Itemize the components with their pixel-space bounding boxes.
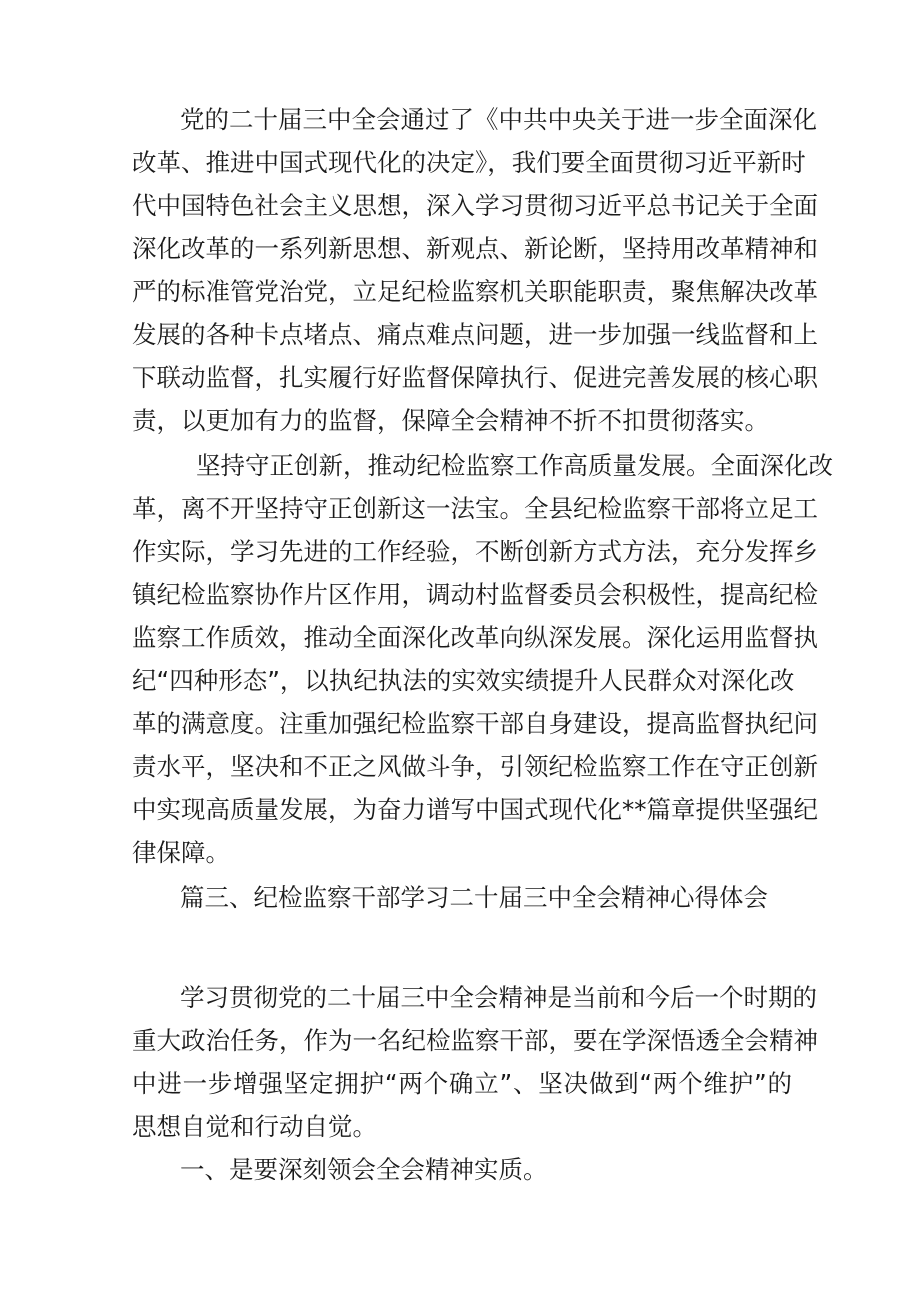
paragraph-1-line-1: 党的二十届三中全会通过了《中共中央关于进一步全面深化 [180, 105, 817, 134]
section-heading: 篇三、纪检监察干部学习二十届三中全会精神心得体会 [180, 883, 768, 912]
paragraph-2-line-6: 纪“四种形态”，以执纪执法的实效实绩提升人民群众对深化改 [132, 666, 795, 695]
paragraph-2-line-7: 革的满意度。注重加强纪检监察干部自身建设，提高监督执纪问 [132, 709, 818, 738]
paragraph-2-line-4: 镇纪检监察协作片区作用，调动村监督委员会积极性，提高纪检 [132, 580, 818, 609]
paragraph-2-line-2: 革，离不开坚持守正创新这一法宝。全县纪检监察干部将立足工 [132, 494, 818, 523]
subheading-one: 一、是要深刻领会全会精神实质。 [180, 1155, 548, 1184]
paragraph-2-line-10: 律保障。 [132, 838, 230, 867]
paragraph-2-line-5: 监察工作质效，推动全面深化改革向纵深发展。深化运用监督执 [132, 623, 818, 652]
paragraph-3-line-2: 重大政治任务，作为一名纪检监察干部，要在学深悟透全会精神 [132, 1026, 818, 1055]
paragraph-2-line-9: 中实现高质量发展，为奋力谱写中国式现代化**篇章提供坚强纪 [132, 795, 818, 824]
paragraph-1-line-7: 下联动监督，扎实履行好监督保障执行、促进完善发展的核心职 [132, 363, 818, 392]
paragraph-3-line-1: 学习贯彻党的二十届三中全会精神是当前和今后一个时期的 [180, 983, 817, 1012]
paragraph-1-line-4: 深化改革的一系列新思想、新观点、新论断，坚持用改革精神和 [132, 234, 818, 263]
paragraph-2-line-8: 责水平，坚决和不正之风做斗争，引领纪检监察工作在守正创新 [132, 752, 818, 781]
paragraph-1-line-5: 严的标准管党治党，立足纪检监察机关职能职责，聚焦解决改革 [132, 277, 818, 306]
paragraph-1-line-8: 责，以更加有力的监督，保障全会精神不折不扣贯彻落实。 [132, 406, 769, 435]
paragraph-1-line-2: 改革、推进中国式现代化的决定》，我们要全面贯彻习近平新时 [132, 148, 806, 177]
paragraph-2-line-1: 坚持守正创新，推动纪检监察工作高质量发展。全面深化改 [196, 451, 833, 480]
paragraph-3-line-4: 思想自觉和行动自觉。 [132, 1112, 377, 1141]
paragraph-1-line-3: 代中国特色社会主义思想，深入学习贯彻习近平总书记关于全面 [132, 191, 818, 220]
paragraph-2-line-3: 作实际，学习先进的工作经验，不断创新方式方法，充分发挥乡 [132, 537, 818, 566]
paragraph-1-line-6: 发展的各种卡点堵点、痛点难点问题，进一步加强一线监督和上 [132, 320, 818, 349]
paragraph-3-line-3: 中进一步增强坚定拥护“两个确立”、坚决做到“两个维护”的 [132, 1069, 792, 1098]
